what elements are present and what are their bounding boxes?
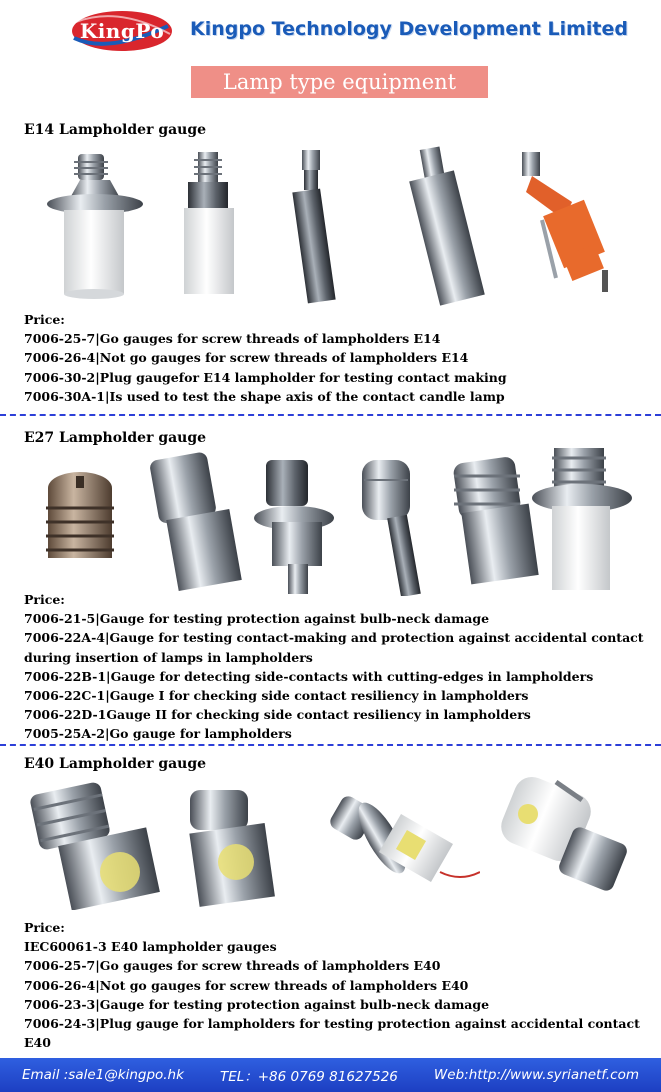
- e40-price-list: [24, 918, 649, 1052]
- price-line: 7006-21-5|Gauge for testing protection against bulb-neck damage: [24, 611, 490, 627]
- price-line: 7006-30A-1|Is used to test the shape axis of the contact candle lamp: [24, 388, 505, 404]
- price-line: 7006-26-4|Not go gauges for screw threads of lampholders E40: [24, 977, 469, 993]
- category-banner: Lamp type equipment: [191, 66, 488, 98]
- price-line: 7006-22A-4|Gauge for testing contact-making and protection against accidental contact during insertion of lamps in lampholders: [24, 630, 644, 665]
- e40-not-go-gauge-image: [180, 784, 284, 908]
- e27-side-contact-gauge-image: [250, 456, 346, 596]
- page-header: [0, 0, 661, 60]
- price-line: 7006-25-7|Go gauges for screw threads of lampholders E40: [24, 958, 441, 974]
- section-title-e27: E27 Lampholder gauge: [24, 430, 207, 446]
- footer-website[interactable]: Web:http://www.syrianetf.com: [433, 1067, 639, 1083]
- price-label: Price:: [24, 312, 65, 327]
- e14-plug-gauge-image: [286, 148, 356, 308]
- e14-price-list: [24, 310, 649, 406]
- e14-candle-gauge-image: [402, 146, 512, 306]
- price-line: 7006-25-7|Go gauges for screw threads of lampholders E14: [24, 331, 441, 347]
- price-line: 7006-22C-1|Gauge I for checking side contact resiliency in lampholders: [24, 688, 529, 704]
- e40-go-gauge-image: [24, 780, 174, 910]
- kingpo-logo: [68, 8, 176, 54]
- logo-text: KingPo: [79, 19, 165, 43]
- section-title-e14: E14 Lampholder gauge: [24, 122, 207, 138]
- footer-email[interactable]: Email :sale1@kingpo.hk: [22, 1067, 184, 1083]
- e14-not-go-gauge-image: [170, 150, 260, 300]
- company-name: Kingpo Technology Development Limited: [190, 18, 628, 40]
- e40-bulb-neck-gauge-image: [320, 786, 480, 896]
- section-divider: [0, 744, 661, 746]
- price-line: 7005-25A-2|Go gauge for lampholders: [24, 726, 292, 742]
- e27-price-list: [24, 590, 649, 744]
- e14-go-gauge-image: [40, 150, 150, 300]
- price-line: 7006-22B-1|Gauge for detecting side-contacts with cutting-edges in lampholders: [24, 668, 594, 684]
- price-line: 7006-22D-1Gauge II for checking side contact resiliency in lampholders: [24, 707, 531, 723]
- price-label: Price:: [24, 920, 65, 935]
- price-line: 7006-30-2|Plug gaugefor E14 lampholder for testing contact making: [24, 369, 507, 385]
- e14-contact-gauge-image: [512, 150, 617, 300]
- e27-contact-making-gauge-image: [142, 452, 242, 592]
- price-line: 7006-24-3|Plug gauge for lampholders for testing protection against accidental contact E40: [24, 1016, 640, 1051]
- e27-bulb-neck-gauge-image: [26, 464, 136, 574]
- price-line: 7006-23-3|Gauge for testing protection against bulb-neck damage: [24, 996, 490, 1012]
- price-line: IEC60061-3 E40 lampholder gauges: [24, 939, 277, 955]
- e27-go-gauge-image: [530, 444, 634, 594]
- price-label: Price:: [24, 592, 65, 607]
- footer-phone: TEL：+86 0769 81627526: [219, 1069, 398, 1085]
- e27-gauge-i-image: [356, 456, 446, 596]
- e40-plug-gauge-image: [486, 772, 636, 902]
- price-line: 7006-26-4|Not go gauges for screw threads of lampholders E14: [24, 350, 469, 366]
- contact-footer: [0, 1058, 661, 1092]
- section-divider: [0, 414, 661, 416]
- section-title-e40: E40 Lampholder gauge: [24, 756, 207, 772]
